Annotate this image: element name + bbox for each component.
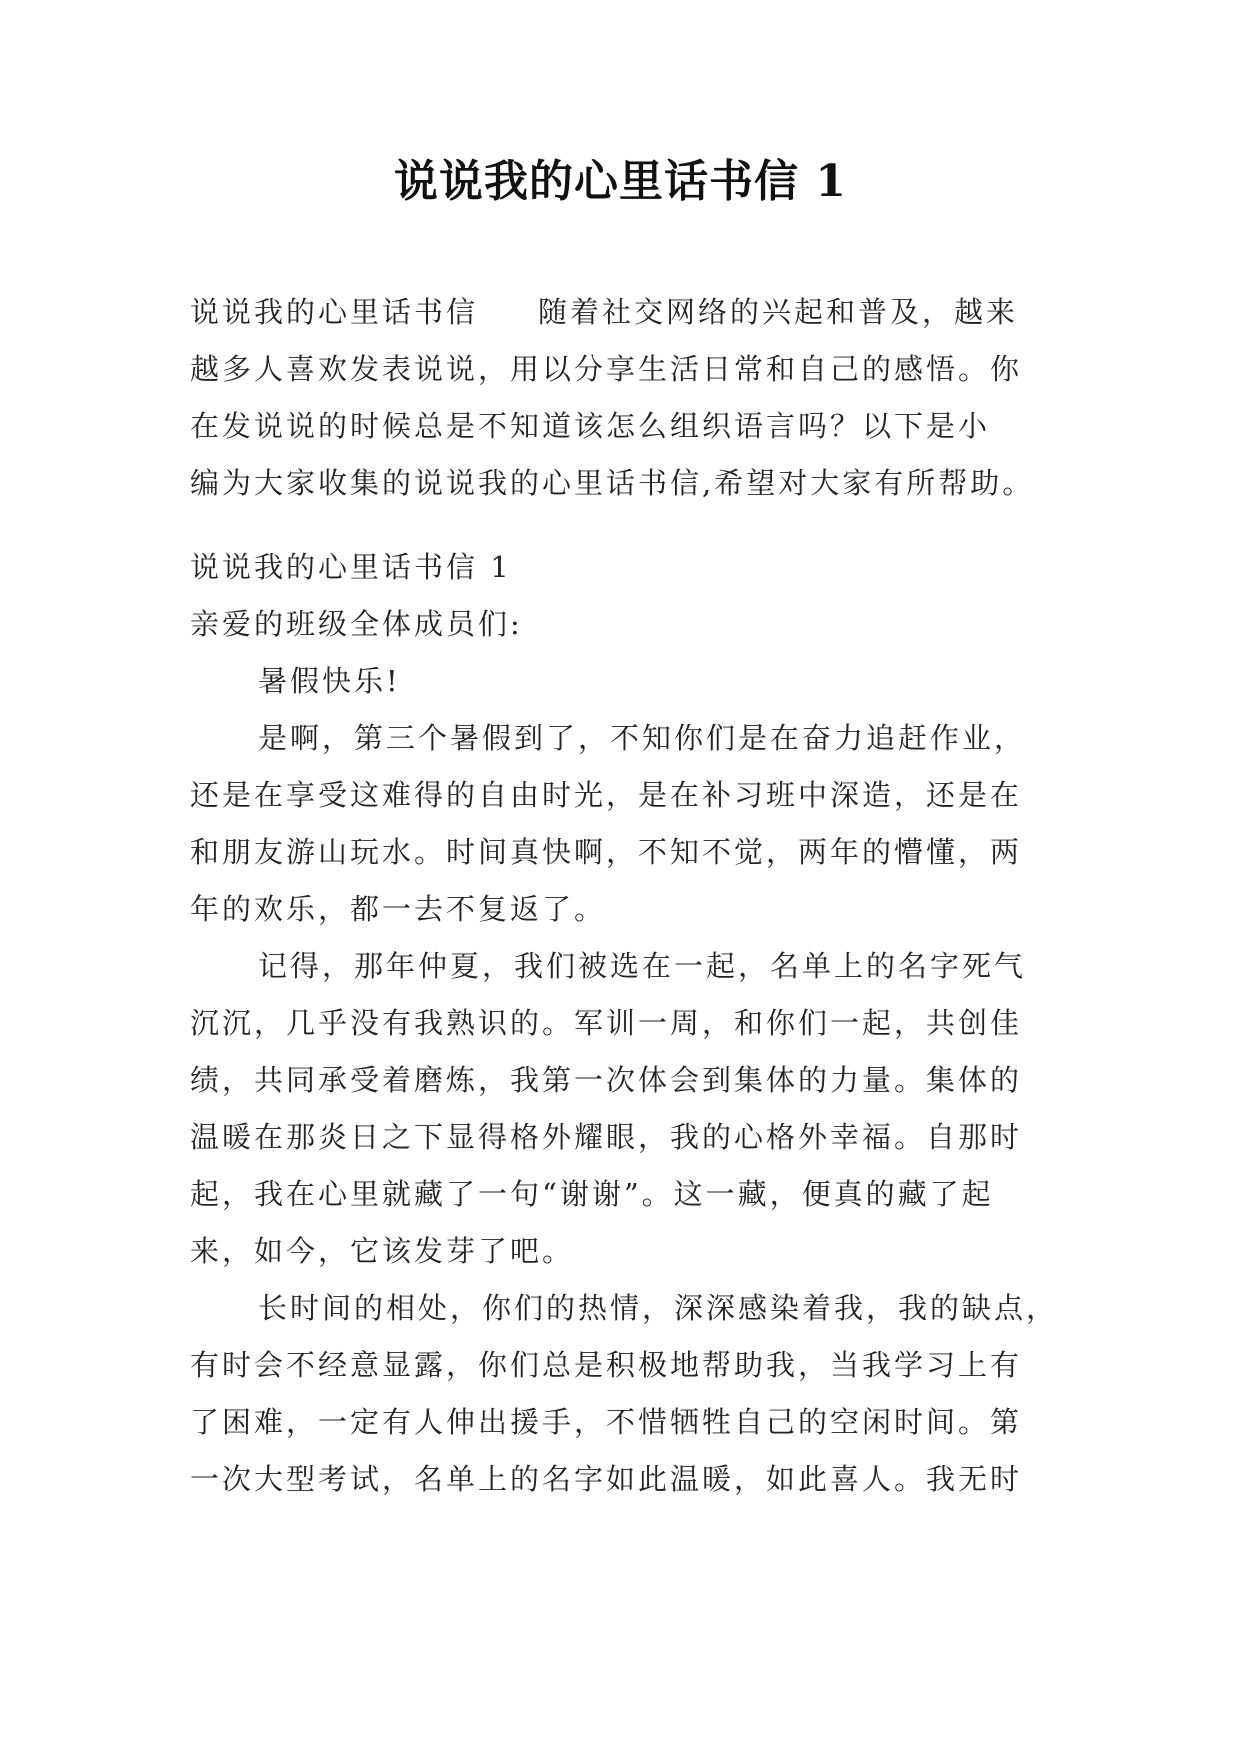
intro-line: 在发说说的时候总是不知道该怎么组织语言吗？以下是小 bbox=[190, 409, 991, 443]
paragraph-line: 年的欢乐，都一去不复返了。 bbox=[190, 892, 607, 926]
intro-line: 越多人喜欢发表说说，用以分享生活日常和自己的感悟。你 bbox=[190, 352, 1023, 386]
paragraph-line: 绩，共同承受着磨炼，我第一次体会到集体的力量。集体的 bbox=[190, 1063, 1023, 1097]
paragraph-line: 温暖在那炎日之下显得格外耀眼，我的心格外幸福。自那时 bbox=[190, 1120, 1023, 1154]
paragraph-line: 和朋友游山玩水。时间真快啊，不知不觉，两年的懵懂，两 bbox=[190, 835, 1023, 869]
intro-text: 随着社交网络的兴起和普及，越来 bbox=[538, 295, 1019, 329]
letter-greeting: 暑假快乐! bbox=[258, 664, 401, 698]
paragraph-line: 一次大型考试，名单上的名字如此温暖，如此喜人。我无时 bbox=[190, 1462, 1023, 1496]
paragraph-line: 是啊，第三个暑假到了，不知你们是在奋力追赶作业， bbox=[258, 721, 1027, 755]
document-title: 说说我的心里话书信 1 bbox=[394, 156, 847, 207]
letter-salutation: 亲爱的班级全体成员们: bbox=[190, 607, 523, 641]
paragraph-line: 起，我在心里就藏了一句“谢谢”。这一藏，便真的藏了起 bbox=[190, 1177, 994, 1211]
paragraph-line: 来，如今，它该发芽了吧。 bbox=[190, 1234, 575, 1268]
intro-line: 编为大家收集的说说我的心里话书信,希望对大家有所帮助。 bbox=[190, 466, 1035, 500]
paragraph-line: 记得，那年仲夏，我们被选在一起，名单上的名字死气 bbox=[258, 949, 1027, 983]
paragraph-line: 了困难，一定有人伸出援手，不惜牺牲自己的空闲时间。第 bbox=[190, 1405, 1023, 1439]
letter-heading: 说说我的心里话书信 1 bbox=[190, 550, 512, 584]
intro-inline-title: 说说我的心里话书信 bbox=[190, 295, 479, 329]
paragraph-line: 有时会不经意显露，你们总是积极地帮助我，当我学习上有 bbox=[190, 1348, 1023, 1382]
document-body bbox=[190, 284, 1060, 1508]
section-gap bbox=[190, 512, 1060, 539]
paragraph-line: 沉沉，几乎没有我熟识的。军训一周，和你们一起，共创佳 bbox=[190, 1006, 1023, 1040]
paragraph-line: 长时间的相处，你们的热情，深深感染着我，我的缺点， bbox=[258, 1291, 1059, 1325]
paragraph-line: 还是在享受这难得的自由时光，是在补习班中深造，还是在 bbox=[190, 778, 1023, 812]
intro-line bbox=[190, 284, 1060, 341]
